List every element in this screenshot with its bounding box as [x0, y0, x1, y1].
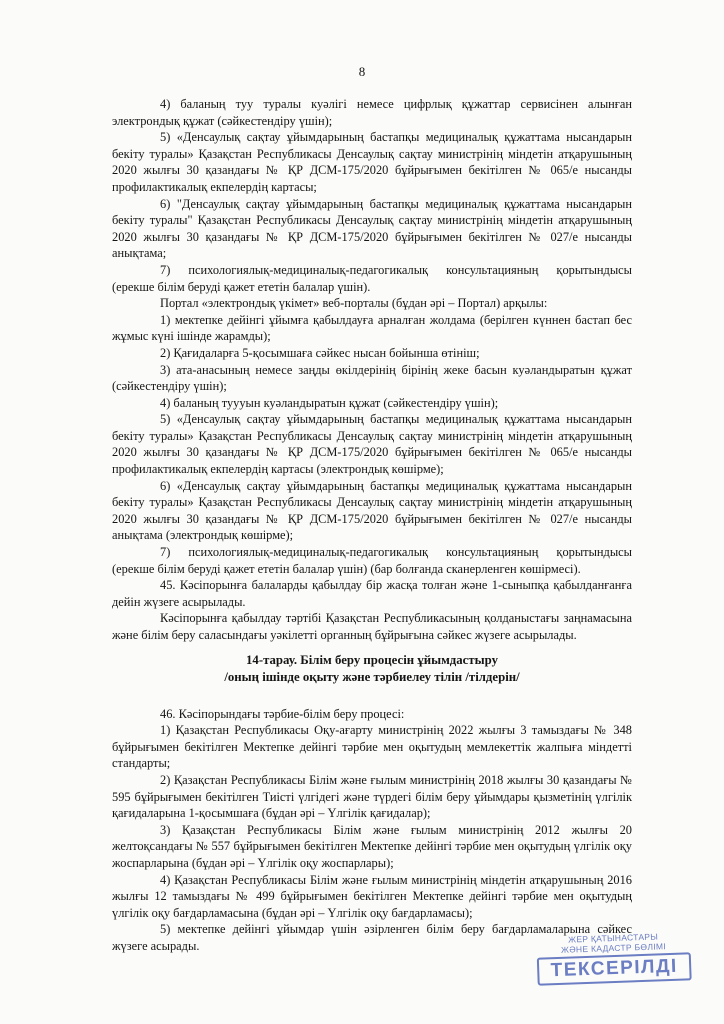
paragraph: Кәсіпорынға қабылдау тәртібі Қазақстан Республикасының қолданыстағы заңнамасына және білім беру саласындағы уәкілетті органның бұйрығына сәйкес жүзеге асырылады. [112, 611, 632, 642]
paragraph: 45. Кәсіпорынға балаларды қабылдау бір жасқа толған және 1-сыныпқа қабылданғанға дейін жүзеге асырылады. [112, 578, 632, 609]
paragraph: 1) Қазақстан Республикасы Оқу-ағарту министрінің 2022 жылғы 3 тамыздағы № 348 бұйрығымен бекітілген Мектепке дейінгі тәрбие мен оқытудың мемлекеттік жалпыға міндетті стандарты; [112, 723, 632, 771]
paragraph: 3) Қазақстан Республикасы Білім және ғылым министрінің 2012 жылғы 20 желтоқсандағы № 557 бұйрығымен бекітілген Мектепке дейінгі тәрбие мен оқытудың үлгілік оқу жоспарларына (бұдан әрі – Үлгілік оқу жоспарлары); [112, 822, 632, 870]
chapter-heading [112, 652, 632, 686]
stamp-line1: ЖЕР ҚАТЫНАСТАРЫ [568, 931, 659, 945]
paragraph: 7) психологиялық-медициналық-педагогикалық консультацияның қорытындысы (ерекше білім беруді қажет ететін балалар үшін). [112, 262, 632, 294]
stamp-line2: ЖӘНЕ КАДАСТР БӨЛІМІ [560, 941, 667, 955]
chapter-heading-line2: /оның ішінде оқыту және тәрбиелеу тілін /тілдерін/ [224, 669, 520, 684]
paragraph: 2) Қағидаларға 5-қосымшаға сәйкес нысан бойынша өтініш; [160, 345, 480, 360]
paragraph: 3) ата-анасының немесе заңды өкілдерінің бірінің жеке басын куәландыратын құжат (сәйкестендіру үшін); [112, 362, 632, 394]
page-number: 8 [358, 64, 366, 79]
verification-stamp [518, 930, 710, 995]
paragraph: 46. Кәсіпорындағы тәрбие-білім беру процесі: [160, 706, 405, 721]
stamp-label: ТЕКСЕРІЛДІ [537, 952, 692, 985]
document-body [112, 96, 632, 955]
paragraph: 5) «Денсаулық сақтау ұйымдарының бастапқы медициналық құжаттама нысандарын бекіту туралы» Қазақстан Республикасы Денсаулық сақтау министрінің міндетін атқарушының 2020 жылғы 30 қазандағы № ҚР ДСМ-175/2020 бұйрығымен бекітілген № 065/е нысанды профилактикалық екпелердің картасы; [112, 130, 632, 194]
paragraph: 6) "Денсаулық сақтау ұйымдарының бастапқы медициналық құжаттама нысандарын бекіту туралы" Қазақстан Республикасы Денсаулық сақтау министрінің міндетін атқарушының 2020 жылғы 30 қазандағы № ҚР ДСМ-175/2020 бұйрығымен бекітілген № 027/е нысанды анықтама; [112, 196, 632, 261]
paragraph: 5) мектепке дейінгі ұйымдар үшін әзірленген білім беру бағдарламаларына сәйкес жүзеге асырады. [112, 922, 632, 953]
paragraph: 7) психологиялық-медициналық-педагогикалық консультацияның қорытындысы (ерекше білім беруді қажет ететін балалар үшін) (бар болғанда сканерленген көшірмесі). [112, 545, 632, 576]
paragraph: Портал «электрондық үкімет» веб-порталы (бұдан әрі – Портал) арқылы: [160, 296, 548, 311]
paragraph: 4) баланың туууын куәландыратын құжат (сәйкестендіру үшін); [160, 395, 499, 410]
spacer [112, 692, 632, 706]
paragraph: 4) баланың туу туралы куәлігі немесе цифрлық құжаттар сервисінен алынған электрондық құжат (сәйкестендіру үшін); [112, 97, 632, 128]
paragraph: 6) «Денсаулық сақтау ұйымдарының бастапқы медициналық құжаттама нысандарын бекіту туралы» Қазақстан Республикасы Денсаулық сақтау министрінің міндетін атқарушының 2020 жылғы 30 қазандағы № ҚР ДСМ-175/2020 бұйрығымен бекітілген № 027/е нысанды анықтама (электрондық көшірме); [112, 478, 632, 543]
chapter-heading-line1: 14-тарау. Білім беру процесін ұйымдастыру [246, 652, 498, 667]
paragraph: 5) «Денсаулық сақтау ұйымдарының бастапқы медициналық құжаттама нысандарын бекіту туралы» Қазақстан Республикасы Денсаулық сақтау министрінің міндетін атқарушының 2020 жылғы 30 қазандағы № ҚР ДСМ-175/2020 бұйрығымен бекітілген № 065/е нысанды профилактикалық екпелердің картасы (электрондық көшірме); [112, 412, 632, 477]
paragraph: 2) Қазақстан Республикасы Білім және ғылым министрінің 2018 жылғы 30 қазандағы № 595 бұйрығымен бекітілген Тиісті үлгідегі және түрдегі білім беру ұйымдары қызметінің үлгілік қағидаларына 1-қосымшаға (бұдан әрі – Үлгілік қағидалар); [112, 772, 632, 821]
paragraph: 4) Қазақстан Республикасы Білім және ғылым министрінің міндетін атқарушының 2016 жылғы 12 тамыздағы № 499 бұйрығымен бекітілген Мектепке дейінгі тәрбие мен оқытудың үлгілік оқу бағдарламасына (бұдан әрі – Үлгілік оқу бағдарламасы); [112, 872, 632, 920]
paragraph: 1) мектепке дейінгі ұйымға қабылдауға арналған жолдама (берілген күннен бастап бес жұмыс күні ішінде жарамды); [112, 312, 632, 344]
